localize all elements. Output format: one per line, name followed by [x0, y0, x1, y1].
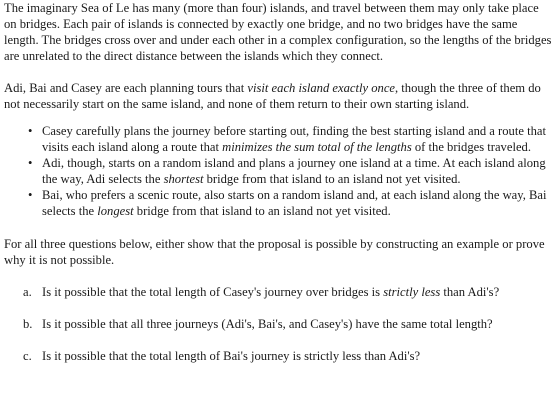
- bullet-emphasis: shortest: [163, 172, 204, 186]
- bullet-text-after: of the bridges traveled.: [411, 140, 531, 154]
- problem-document: [4, 0, 552, 380]
- bullet-icon: •: [28, 188, 33, 202]
- bullet-item-adi: [4, 155, 552, 187]
- question-intro-paragraph: For all three questions below, either show that the proposal is possible by constructing an example or prove why it is not possible.: [4, 237, 545, 267]
- traveler-bullet-list: [4, 123, 552, 219]
- question-label: c.: [23, 349, 32, 363]
- bullet-text-after: bridge from that island to an island not yet visited.: [203, 172, 461, 186]
- question-text: Is it possible that the total length of Bai's journey is strictly less than Adi's?: [42, 349, 421, 363]
- bullet-emphasis: longest: [97, 204, 134, 218]
- bullet-text-before: Casey carefully plans the journey before starting out, finding the best starting island and a route that visits each island along a route that: [42, 124, 546, 154]
- bullet-icon: •: [28, 124, 33, 138]
- question-label: b.: [23, 317, 33, 331]
- plans-text-before: Adi, Bai and Casey are each planning tours that: [4, 81, 248, 95]
- bullet-emphasis: minimizes the sum total of the lengths: [222, 140, 412, 154]
- bullet-text-after: bridge from that island to an island not yet visited.: [133, 204, 391, 218]
- question-list: [4, 284, 552, 364]
- plans-text-after: , though the three of them do not necessarily start on the same island, and none of them return to their own starting island.: [4, 81, 541, 111]
- question-text-after: than Adi's?: [440, 285, 500, 299]
- bullet-item-casey: [4, 123, 552, 155]
- question-label: a.: [23, 285, 32, 299]
- question-item-c: [4, 348, 552, 364]
- bullet-icon: •: [28, 156, 33, 170]
- question-item-b: [4, 316, 552, 332]
- question-text: Is it possible that all three journeys (Adi's, Bai's, and Casey's) have the same total length?: [42, 317, 493, 331]
- question-item-a: [4, 284, 552, 300]
- intro-paragraph: The imaginary Sea of Le has many (more than four) islands, and travel between them may only take place on bridges. Each pair of islands is connected by exactly one bridge, and no two bridges have the same length. The bridges cross over and under each other in a complex configuration, so the lengths of the bridges are unrelated to the direct distance between the islands which they connect.: [4, 1, 552, 63]
- question-text-before: Is it possible that the total length of Casey's journey over bridges is: [42, 285, 384, 299]
- question-emphasis: strictly less: [383, 285, 441, 299]
- bullet-item-bai: [4, 187, 552, 219]
- bullet-text-before: Adi, though, starts on a random island and plans a journey one island at a time. At each island along the way, Adi selects the: [42, 156, 546, 186]
- bullet-text-before: Bai, who prefers a scenic route, also starts on a random island and, at each island along the way, Bai selects the: [42, 188, 547, 218]
- plans-emphasis: visit each island exactly once: [247, 81, 395, 95]
- tour-plans-paragraph: [4, 80, 552, 112]
